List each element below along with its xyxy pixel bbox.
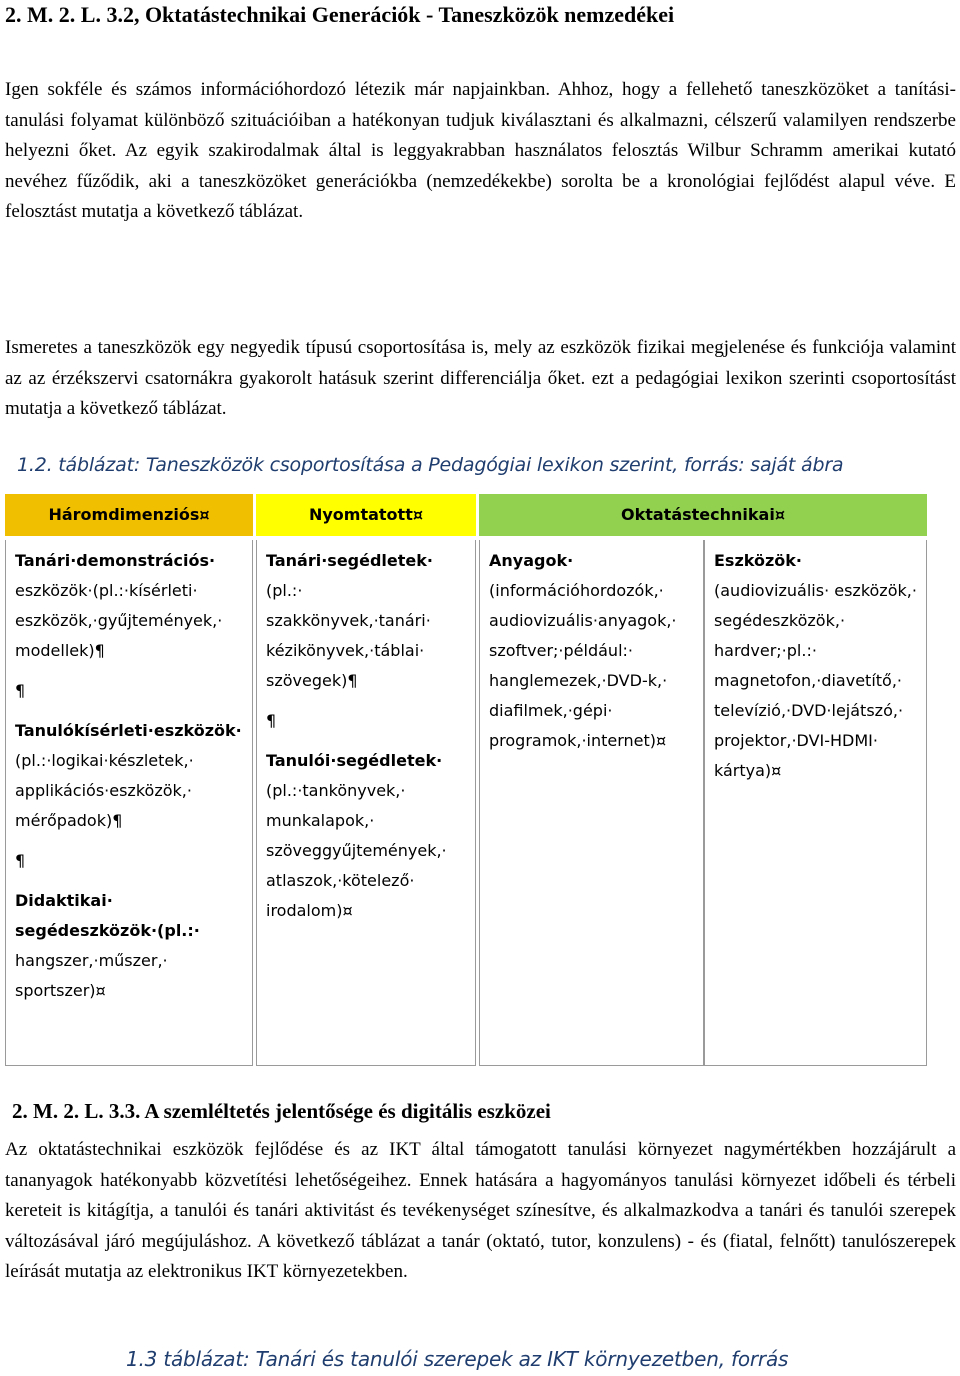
header-nyomtatott: Nyomtatott¤ (256, 494, 476, 536)
table-caption-1-3: 1.3 táblázat: Tanári és tanulói szerepek az IKT környezetben, forrás (126, 1347, 789, 1371)
header-oktatastechnikai: Oktatástechnikai¤ (479, 494, 927, 536)
table-caption-1-2: 1.2. táblázat: Taneszközök csoportosítása a Pedagógiai lexikon szerint, forrás: saját ábra (17, 454, 844, 476)
text-tanari-demonstracios: eszközök·(pl.:·kísérleti· eszközök,·gyűjtemények,· modellek)¶ (15, 581, 223, 660)
paragraph-intro: Igen sokféle és számos információhordozó létezik már napjainkban. Ahhoz, hogy a fellehető taneszközöket a tanítási-tanulási folyamat különböző szituációiban a hatékonyan tudjuk kiválasztani és alkalmazni, célszerű valamilyen rendszerbe helyezni őket. Az egyik szakirodalmak által is leggyakrabban használatos felosztás Wilbur Schramm amerikai kutató nevéhez fűződik, aki a taneszközöket generációkba (nemzedékekbe) sorolta be a kronológiai fejlődést alapul véve. E felosztást mutatja a következő táblázat. (5, 79, 956, 222)
text-tanari-segedletek: (pl.:· szakkönyvek,·tanári· kézikönyvek,·táblai· szövegek)¶ (266, 581, 431, 690)
header-haromdimenzios: Háromdimenziós¤ (5, 494, 253, 536)
label-tanari-demonstracios: Tanári·demonstrációs· (15, 551, 216, 570)
text-didaktikai: hangszer,·műszer,· sportszer)¤ (15, 951, 168, 1000)
section-heading-3-2: 2. M. 2. L. 3.2, Oktatástechnikai Generációk - Taneszközök nemzedékei (5, 2, 675, 27)
label-tanari-segedletek: Tanári·segédletek· (266, 551, 433, 570)
pilcrow-mark: ¶ (266, 711, 277, 730)
label-anyagok: Anyagok· (489, 551, 574, 570)
taneszkozok-table (5, 494, 927, 1066)
text-tanulokiserleti: (pl.:·logikai·készletek,· applikációs·eszközök,· mérőpadok)¶ (15, 751, 194, 830)
text-anyagok: (információhordozók,· audiovizuális·anyagok,· szoftver;·például:· hanglemezek,·DVD-k,· diafilmek,·gépi· programok,·internet)¤ (489, 581, 677, 750)
label-eszkozok: Eszközök· (714, 551, 802, 570)
text-eszkozok: (audiovizuális· eszközök,· segédeszközök,· hardver;·pl.:· magnetofon,·diavetítő,· televízió,·DVD·lejátszó,· projektor,·DVI-HDMI· kártya)¤ (714, 581, 917, 780)
label-didaktikai: Didaktikai· segédeszközök·(pl.:· (15, 891, 200, 940)
cell-nyomtatott (256, 540, 476, 1066)
cell-anyagok (479, 540, 704, 1066)
paragraph-ikt: Az oktatástechnikai eszközök fejlődése és az IKT által támogatott tanulási környezet nagymértékben hozzájárult a tananyagok hatékonyabb közvetítési lehetőségeihez. Ennek hatására a hagyományos tanulási környezet időbeli és térbeli kereteit is kitágítja, a tanulói és tanári aktivitást és tevékenységet színesítve, és alkalmazkodva a tanári és tanulói szerepek változásával járó megújuláshoz. A következő táblázat a tanár (oktató, tutor, konzulens) - és (fiatal, felnőtt) tanulószerepek leírását mutatja az elektronikus IKT környezetekben. (5, 1139, 956, 1282)
paragraph-classification: Ismeretes a taneszközök egy negyedik típusú csoportosítása is, mely az eszközök fizikai megjelenése és funkciója valamint az az érzékszervi csatornákra gyakorolt hatásuk szerint differenciálja őket. ezt a pedagógiai lexikon szerinti csoportosítást mutatja a következő táblázat. (5, 337, 956, 419)
section-heading-3-3: 2. M. 2. L. 3.3. A szemléltetés jelentősége és digitális eszközei (12, 1099, 551, 1123)
label-tanuloi-segedletek: Tanulói·segédletek· (266, 751, 443, 770)
cell-haromdimenzios (5, 540, 253, 1066)
pilcrow-mark: ¶ (15, 851, 26, 870)
label-tanulokiserleti: Tanulókísérleti·eszközök· (15, 721, 242, 740)
pilcrow-mark: ¶ (15, 681, 26, 700)
text-tanuloi-segedletek: (pl.:·tankönyvek,· munkalapok,· szöveggyűjtemények,· atlaszok,·kötelező· irodalom)¤ (266, 781, 447, 920)
cell-eszkozok (704, 540, 927, 1066)
